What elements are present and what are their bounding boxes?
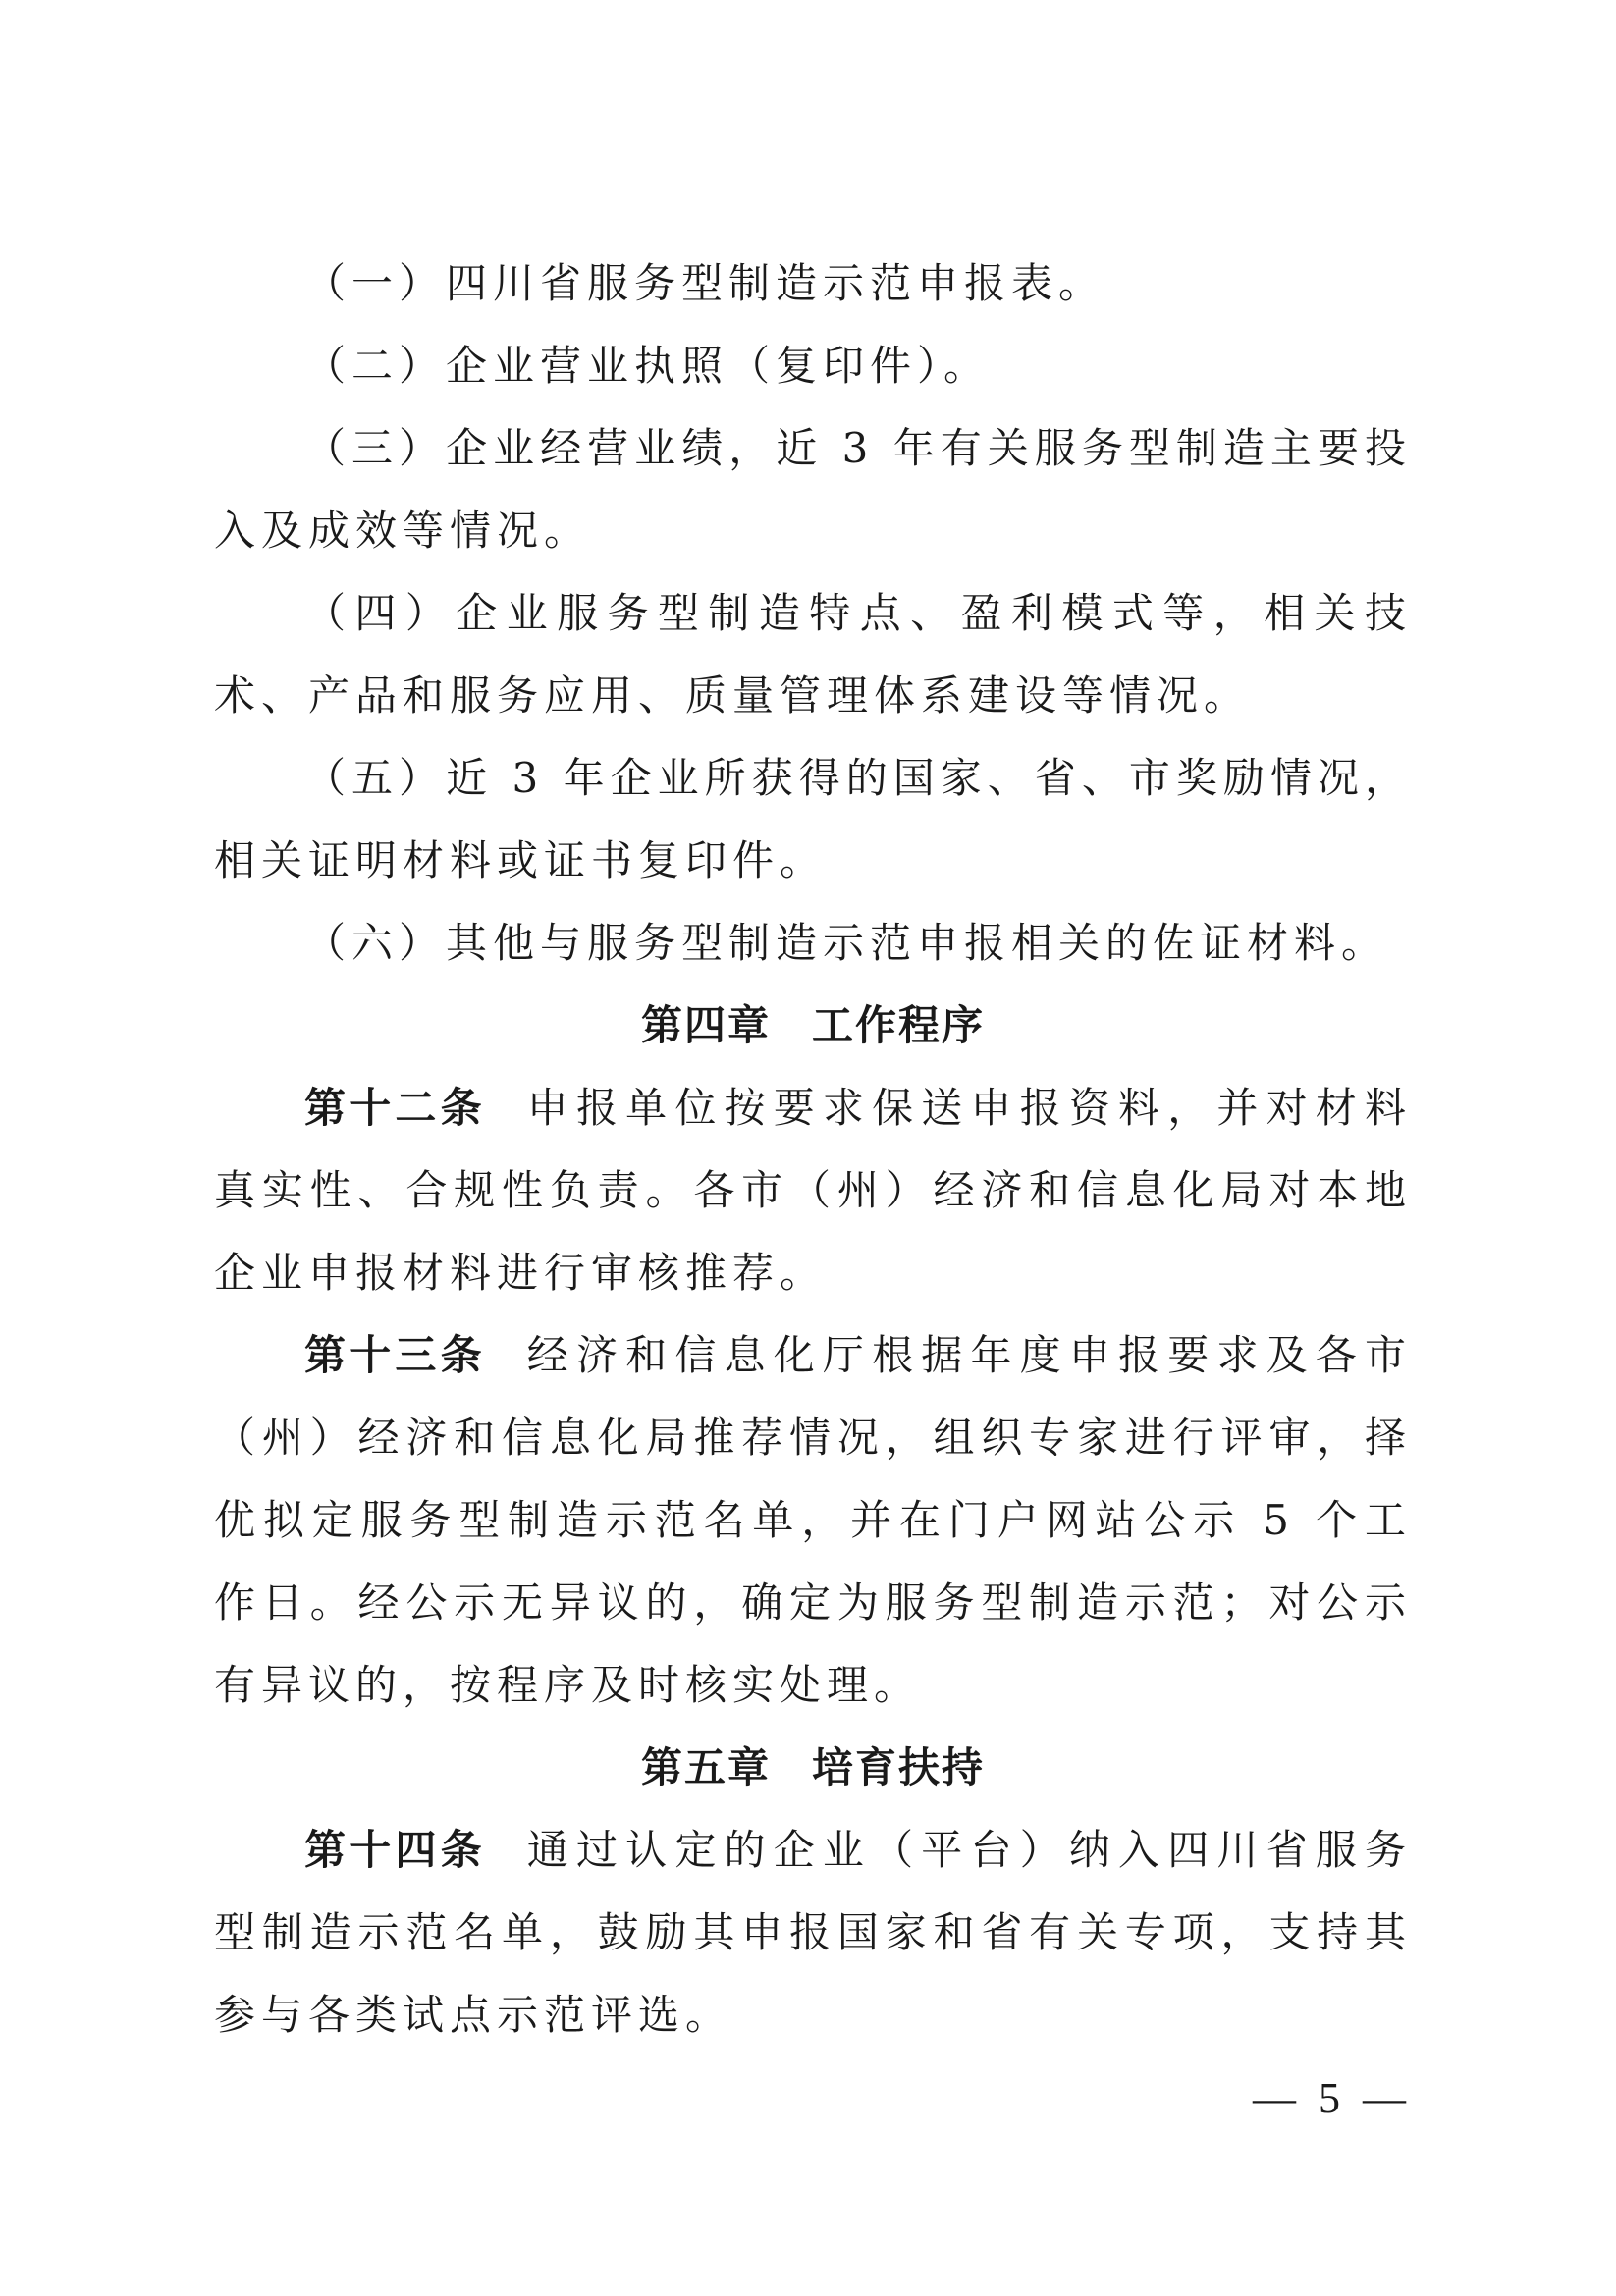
article-12: 第十二条 申报单位按要求保送申报资料，并对材料真实性、合规性负责。各市（州）经济和信息化局对本地企业申报材料进行审核推荐。 bbox=[214, 1084, 1412, 1297]
chapter-heading-5: 第五章 培育扶持 bbox=[640, 1743, 986, 1791]
list-item-2: （二）企业营业执照（复印件）。 bbox=[304, 342, 992, 390]
article-label: 第十四条 bbox=[304, 1826, 486, 1874]
list-item-6: （六）其他与服务型制造示范申报相关的佐证材料。 bbox=[304, 919, 1389, 967]
article-label: 第十三条 bbox=[304, 1331, 486, 1379]
page-number: — 5 — bbox=[1253, 2074, 1412, 2122]
list-item-4: （四）企业服务型制造特点、盈利模式等，相关技术、产品和服务应用、质量管理体系建设等情况。 bbox=[214, 589, 1412, 720]
article-label: 第十二条 bbox=[304, 1084, 486, 1132]
list-item-5: （五）近 3 年企业所获得的国家、省、市奖励情况，相关证明材料或证书复印件。 bbox=[214, 754, 1412, 884]
list-item-1: （一）四川省服务型制造示范申报表。 bbox=[304, 259, 1106, 307]
article-14: 第十四条 通过认定的企业（平台）纳入四川省服务型制造示范名单，鼓励其申报国家和省有关专项，支持其参与各类试点示范评选。 bbox=[214, 1826, 1412, 2039]
article-13: 第十三条 经济和信息化厅根据年度申报要求及各市（州）经济和信息化局推荐情况，组织专家进行评审，择优拟定服务型制造示范名单，并在门户网站公示 5 个工作日。经公示无异议的，确定为服务型制造示范；对公示有异议的，按程序及时核实处理。 bbox=[214, 1331, 1412, 1709]
chapter-heading-4: 第四章 工作程序 bbox=[640, 1001, 986, 1049]
list-item-3: （三）企业经营业绩，近 3 年有关服务型制造主要投入及成效等情况。 bbox=[214, 424, 1412, 555]
document-body bbox=[214, 242, 1412, 2056]
